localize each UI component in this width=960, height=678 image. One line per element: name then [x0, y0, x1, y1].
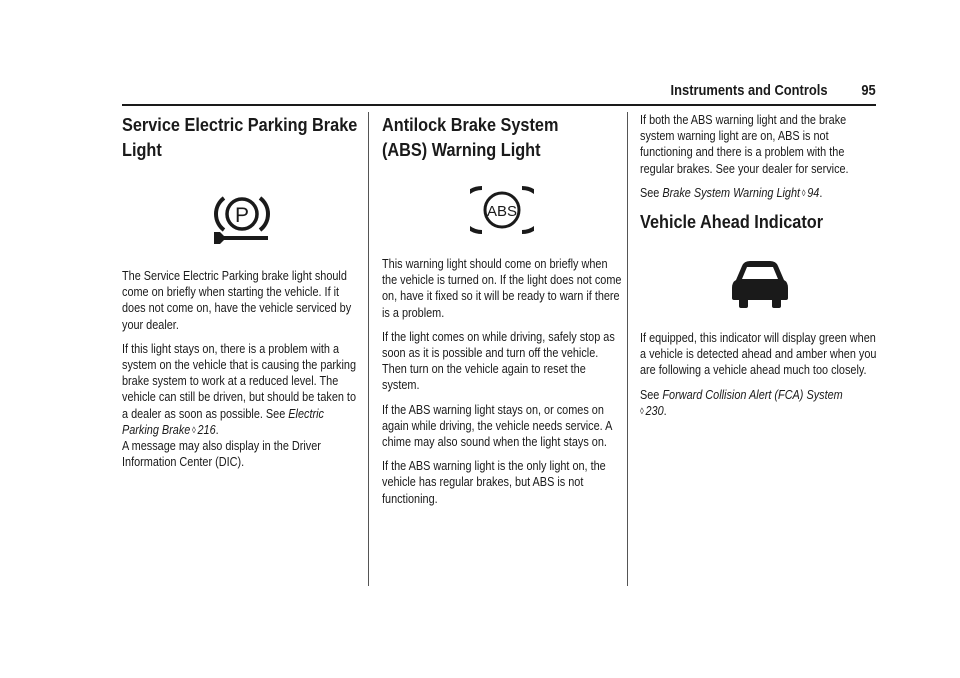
- svg-text:P: P: [234, 204, 250, 227]
- page-number: 95: [861, 82, 876, 99]
- ref-period: .: [819, 184, 823, 200]
- vehicle-ahead-paragraph: If equipped, this indicator will display green when a vehicle is detected ahead and amber when you are following a vehicle ahead much too closely.: [640, 330, 877, 378]
- section-title: Instruments and Controls: [671, 82, 828, 99]
- see-label: See: [640, 386, 660, 402]
- abs-cont-paragraph: If both the ABS warning light and the brake system warning light are on, ABS is not functioning and there is a problem with the regular brakes. See your dealer for service.: [640, 112, 849, 176]
- page-ref-arrow-icon: ◊: [801, 187, 806, 198]
- epb-p2-text: If this light stays on, there is a problem with a system on the vehicle that is causing the parking brake system to work at a reduced level. The vehicle can still be driven, but should be taken to a dealer as soon as possible. See: [122, 340, 357, 421]
- fca-ref-page[interactable]: 230: [645, 402, 664, 418]
- column-divider: [368, 112, 369, 586]
- epb-heading: Service Electric Parking Brake Light: [122, 114, 358, 160]
- brake-system-ref-page[interactable]: 94: [807, 184, 820, 200]
- epb-p2-tail: A message may also display in the Driver Information Center (DIC).: [122, 438, 321, 470]
- epb-ref-link[interactable]: Electric Parking Brake: [122, 405, 324, 437]
- service-parking-brake-icon: [122, 192, 362, 246]
- abs-paragraph-3: If the ABS warning light stays on, or comes on again while driving, the vehicle needs service. A chime may also sound when the light stays on.: [382, 401, 612, 450]
- page-ref-arrow-icon: ◊: [192, 424, 196, 435]
- ref-period: .: [215, 421, 219, 437]
- column-right: [640, 112, 880, 427]
- abs-paragraph-2: If the light comes on while driving, safely stop as soon as it is possible and turn off the vehicle. Then turn on the vehicle again to reset the system.: [382, 328, 615, 393]
- see-label: See: [640, 184, 660, 200]
- fca-ref-link[interactable]: Forward Collision Alert (FCA) System: [662, 386, 843, 402]
- abs-heading: Antilock Brake System (ABS) Warning Light: [382, 114, 559, 160]
- epb-ref-page[interactable]: 216: [197, 421, 216, 437]
- page-header: [122, 82, 876, 104]
- epb-paragraph-2: [122, 341, 362, 471]
- column-left: [122, 112, 362, 478]
- header-rule: [122, 104, 876, 106]
- ref-period: .: [663, 402, 667, 418]
- column-divider: [627, 112, 628, 586]
- page-ref-arrow-icon: ◊: [640, 405, 644, 416]
- vehicle-ahead-icon: [640, 258, 880, 308]
- abs-paragraph-1: This warning light should come on briefly when the vehicle is turned on. If the light does not come on, have it fixed so it will be ready to warn if there is a problem.: [382, 256, 622, 320]
- abs-warning-icon: [382, 184, 622, 236]
- column-middle: [382, 112, 622, 515]
- epb-paragraph-1: The Service Electric Parking brake light should come on briefly when starting the vehicle. If it does not come on, have the vehicle serviced by your dealer.: [122, 268, 352, 332]
- abs-icon-text: ABS: [486, 203, 518, 220]
- abs-paragraph-4: If the ABS warning light is the only light on, the vehicle has regular brakes, but ABS is not functioning.: [382, 458, 606, 506]
- abs-cont-see: [640, 185, 880, 201]
- vehicle-ahead-see: [640, 387, 880, 419]
- vehicle-ahead-heading: Vehicle Ahead Indicator: [640, 211, 824, 233]
- brake-system-ref-link[interactable]: Brake System Warning Light: [662, 184, 801, 200]
